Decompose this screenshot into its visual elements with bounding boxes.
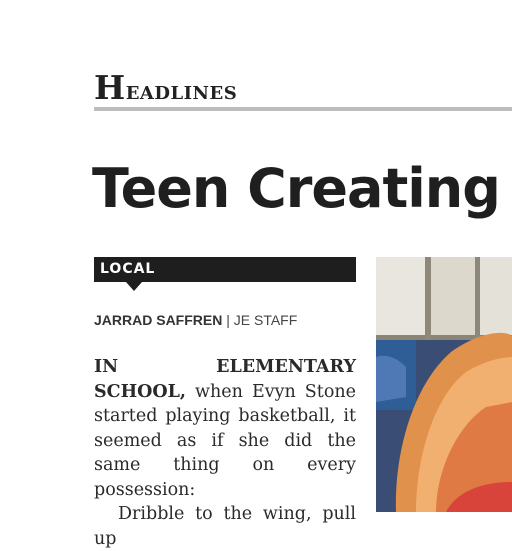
paragraph-1-text: when Evyn Stone started playing basketball, it seemed as if she did the same thing on every possession: <box>94 381 356 500</box>
article-headline: Teen Creating <box>92 157 500 220</box>
section-heading <box>94 68 237 107</box>
byline-author[interactable]: JARRAD SAFFREN <box>94 312 223 328</box>
article-body <box>94 355 356 551</box>
article-lead-in: IN ELEMENTARY SCHOOL, <box>94 357 356 402</box>
photo-image <box>376 257 512 512</box>
section-divider <box>94 107 512 111</box>
category-tag[interactable] <box>94 257 356 282</box>
section-heading-initial: H <box>94 68 126 107</box>
category-tag-label: LOCAL <box>100 261 156 277</box>
article-paragraph: Dribble to the wing, pull up <box>94 504 356 549</box>
byline-affiliation: JE STAFF <box>233 312 298 328</box>
byline-separator: | <box>226 312 230 328</box>
article-photo[interactable] <box>376 257 512 512</box>
tag-pointer-icon <box>126 282 142 291</box>
byline <box>94 312 297 328</box>
section-heading-rest: eadlines <box>125 76 238 105</box>
article-paragraph <box>94 355 356 502</box>
